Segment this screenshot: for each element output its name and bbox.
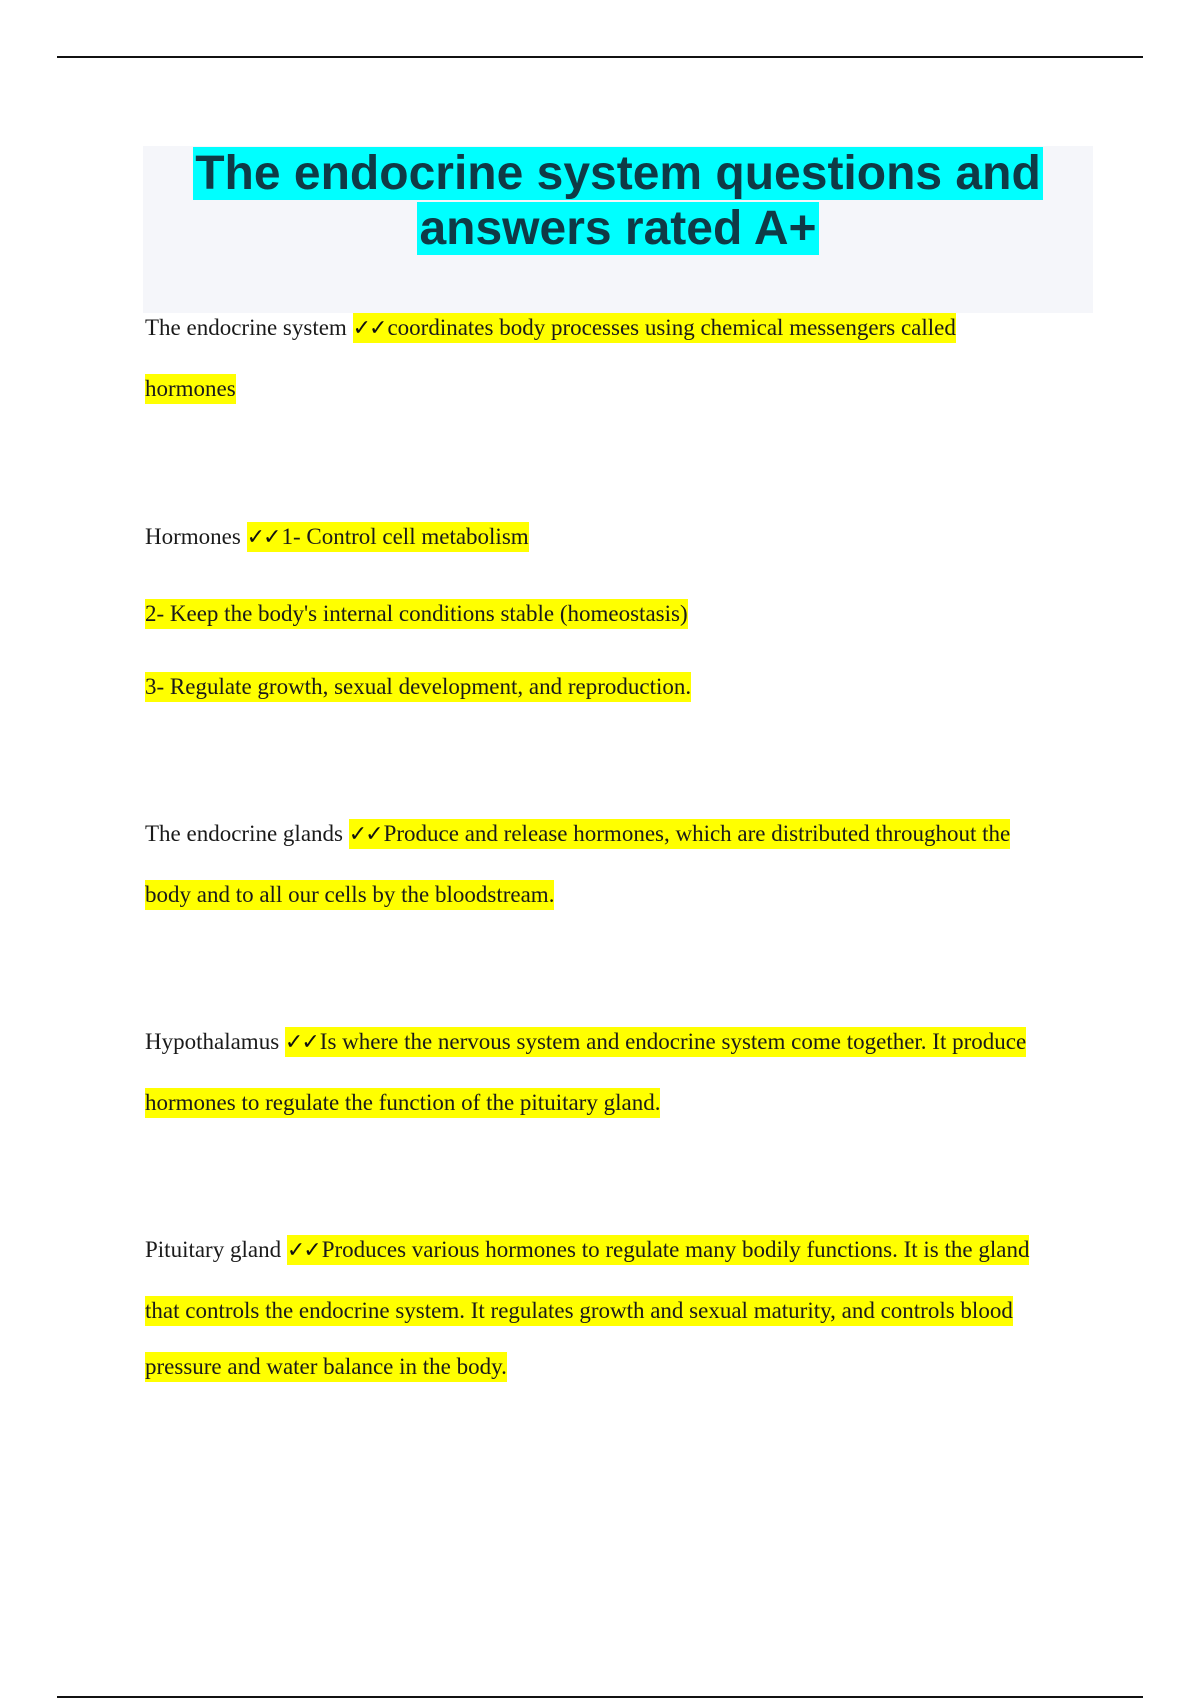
qa-answer: [349, 819, 1010, 849]
double-check-icon: ✓✓: [286, 1238, 320, 1263]
answer-text: Produces various hormones to regulate many bodily functions. It is the gland: [321, 1237, 1030, 1262]
qa-line: [145, 672, 691, 702]
qa-line: [145, 1296, 1013, 1326]
answer-text: 2- Keep the body's internal conditions stable (homeostasis): [145, 599, 688, 629]
answer-text: 1- Control cell metabolism: [281, 524, 529, 549]
answer-text: coordinates body processes using chemical messengers called: [387, 315, 956, 340]
answer-text: Produce and release hormones, which are distributed throughout the: [383, 821, 1011, 846]
answer-text: 3- Regulate growth, sexual development, and reproduction.: [145, 672, 691, 702]
footer-rule: [57, 1696, 1143, 1698]
double-check-icon: ✓✓: [352, 316, 386, 341]
qa-line: [145, 819, 1010, 850]
qa-line: [145, 1088, 660, 1118]
qa-line: [145, 313, 956, 344]
qa-term: Hormones: [145, 524, 241, 549]
title-line-1: The endocrine system questions and: [195, 147, 1041, 200]
answer-text: hormones: [145, 374, 236, 404]
qa-line: [145, 1235, 1029, 1266]
qa-term: The endocrine glands: [145, 821, 343, 846]
qa-answer: [285, 1027, 1026, 1057]
qa-answer: [247, 522, 529, 552]
qa-line: [145, 374, 236, 404]
qa-line: [145, 1027, 1026, 1058]
answer-text: hormones to regulate the function of the pituitary gland.: [145, 1088, 660, 1118]
title-block: [143, 146, 1093, 313]
double-check-icon: ✓✓: [348, 822, 382, 847]
qa-line: [145, 880, 554, 910]
qa-term: Pituitary gland: [145, 1237, 282, 1262]
qa-line: [145, 1352, 507, 1382]
title-line-2: answers rated A+: [419, 202, 817, 255]
answer-text: body and to all our cells by the bloodstream.: [145, 880, 554, 910]
double-check-icon: ✓✓: [284, 1030, 318, 1055]
qa-term: The endocrine system: [145, 315, 347, 340]
qa-term: Hypothalamus: [145, 1029, 280, 1054]
document-title: [143, 146, 1093, 256]
answer-text: Is where the nervous system and endocrine system come together. It produce: [319, 1029, 1027, 1054]
double-check-icon: ✓✓: [246, 525, 280, 550]
qa-line: [145, 599, 688, 629]
header-rule: [57, 56, 1143, 58]
answer-text: pressure and water balance in the body.: [145, 1352, 507, 1382]
qa-answer: [353, 313, 956, 343]
answer-text: that controls the endocrine system. It regulates growth and sexual maturity, and controls blood: [145, 1296, 1013, 1326]
qa-line: [145, 522, 529, 553]
qa-answer: [287, 1235, 1030, 1265]
